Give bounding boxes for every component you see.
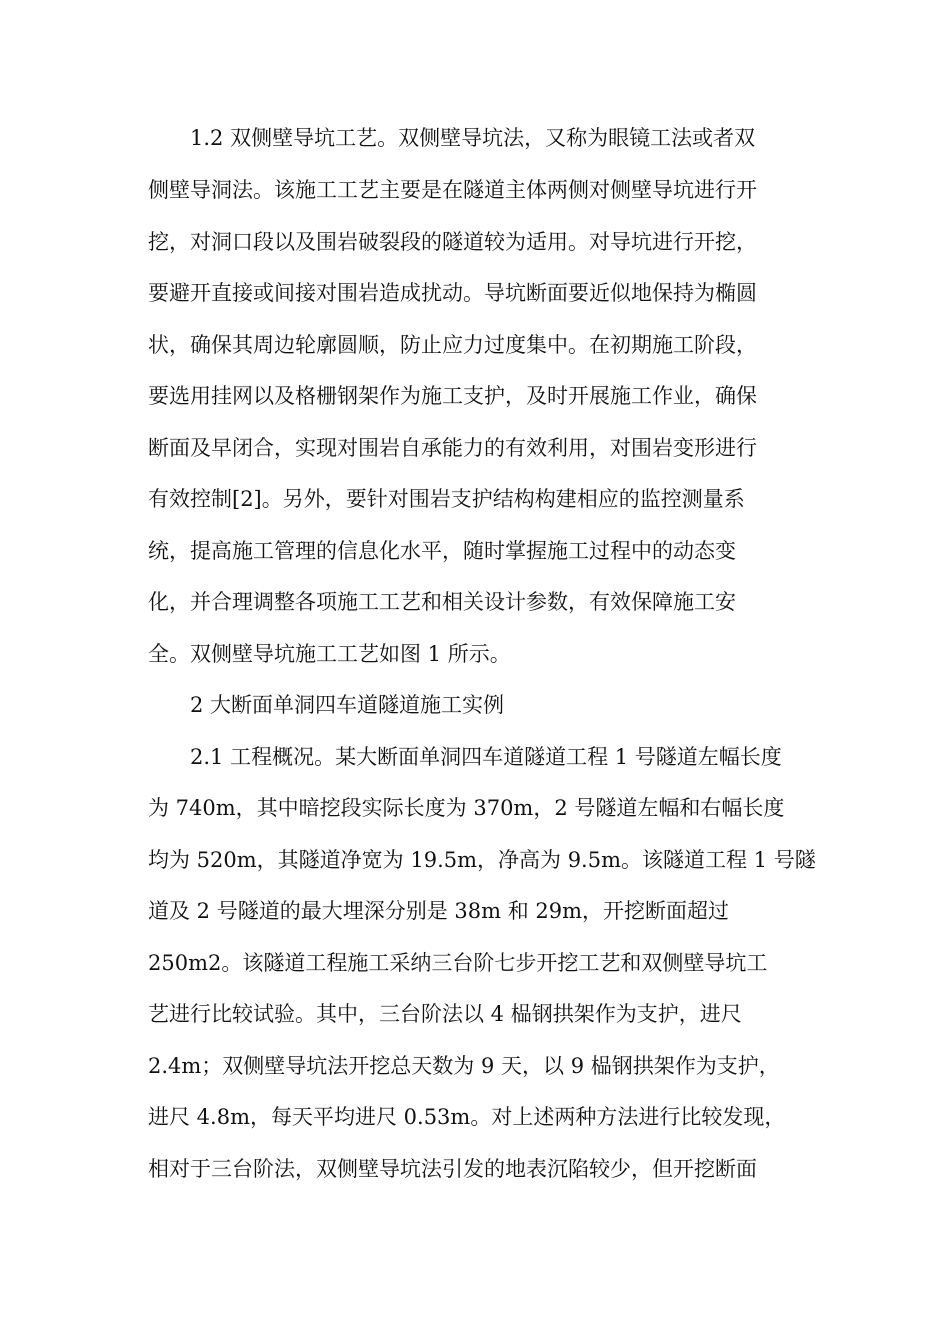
paragraph-line: 2.1 工程概况。某大断面单洞四车道隧道工程 1 号隧道左幅长度 [190,745,782,769]
paragraph-line: 均为 520m，其隧道净宽为 19.5m，净高为 9.5m。该隧道工程 1 号隧 [148,848,816,872]
paragraph-line: 相对于三台阶法，双侧壁导坑法引发的地表沉陷较少，但开挖断面 [148,1157,757,1181]
paragraph-line: 要避开直接或间接对围岩造成扰动。导坑断面要近似地保持为椭圆 [148,281,757,305]
paragraph-line: 艺进行比较试验。其中，三台阶法以 4 榀钢拱架作为支护，进尺 [148,1002,742,1026]
paragraph-line: 为 740m，其中暗挖段实际长度为 370m，2 号隧道左幅和右幅长度 [148,796,785,820]
paragraph-line: 250m2。该隧道工程施工采纳三台阶七步开挖工艺和双侧壁导坑工 [148,951,768,975]
paragraph-line: 统，提高施工管理的信息化水平，随时掌握施工过程中的动态变 [148,539,736,563]
paragraph-line: 1.2 双侧壁导坑工艺。双侧壁导坑法，又称为眼镜工法或者双 [190,126,756,150]
paragraph-line: 化，并合理调整各项施工工艺和相关设计参数，有效保障施工安 [148,590,736,614]
paragraph-line: 有效控制[2]。另外，要针对围岩支护结构构建相应的监控测量系 [148,487,745,511]
paragraph-line: 2.4m；双侧壁导坑法开挖总天数为 9 天，以 9 榀钢拱架作为支护， [148,1054,780,1078]
section-heading: 2 大断面单洞四车道隧道施工实例 [190,693,505,717]
paragraph-line: 进尺 4.8m，每天平均进尺 0.53m。对上述两种方法进行比较发现， [148,1105,786,1129]
paragraph-line: 全。双侧壁导坑施工工艺如图 1 所示。 [148,642,511,666]
paragraph-line: 断面及早闭合，实现对围岩自承能力的有效利用，对围岩变形进行 [148,436,757,460]
paragraph-line: 状，确保其周边轮廓圆顺，防止应力过度集中。在初期施工阶段， [148,333,757,357]
paragraph-line: 道及 2 号隧道的最大埋深分别是 38m 和 29m，开挖断面超过 [148,899,730,923]
paragraph-line: 侧壁导洞法。该施工工艺主要是在隧道主体两侧对侧壁导坑进行开 [148,178,757,202]
paragraph-line: 挖，对洞口段以及围岩破裂段的隧道较为适用。对导坑进行开挖， [148,230,757,254]
paragraph-line: 要选用挂网以及格栅钢架作为施工支护，及时开展施工作业，确保 [148,384,757,408]
